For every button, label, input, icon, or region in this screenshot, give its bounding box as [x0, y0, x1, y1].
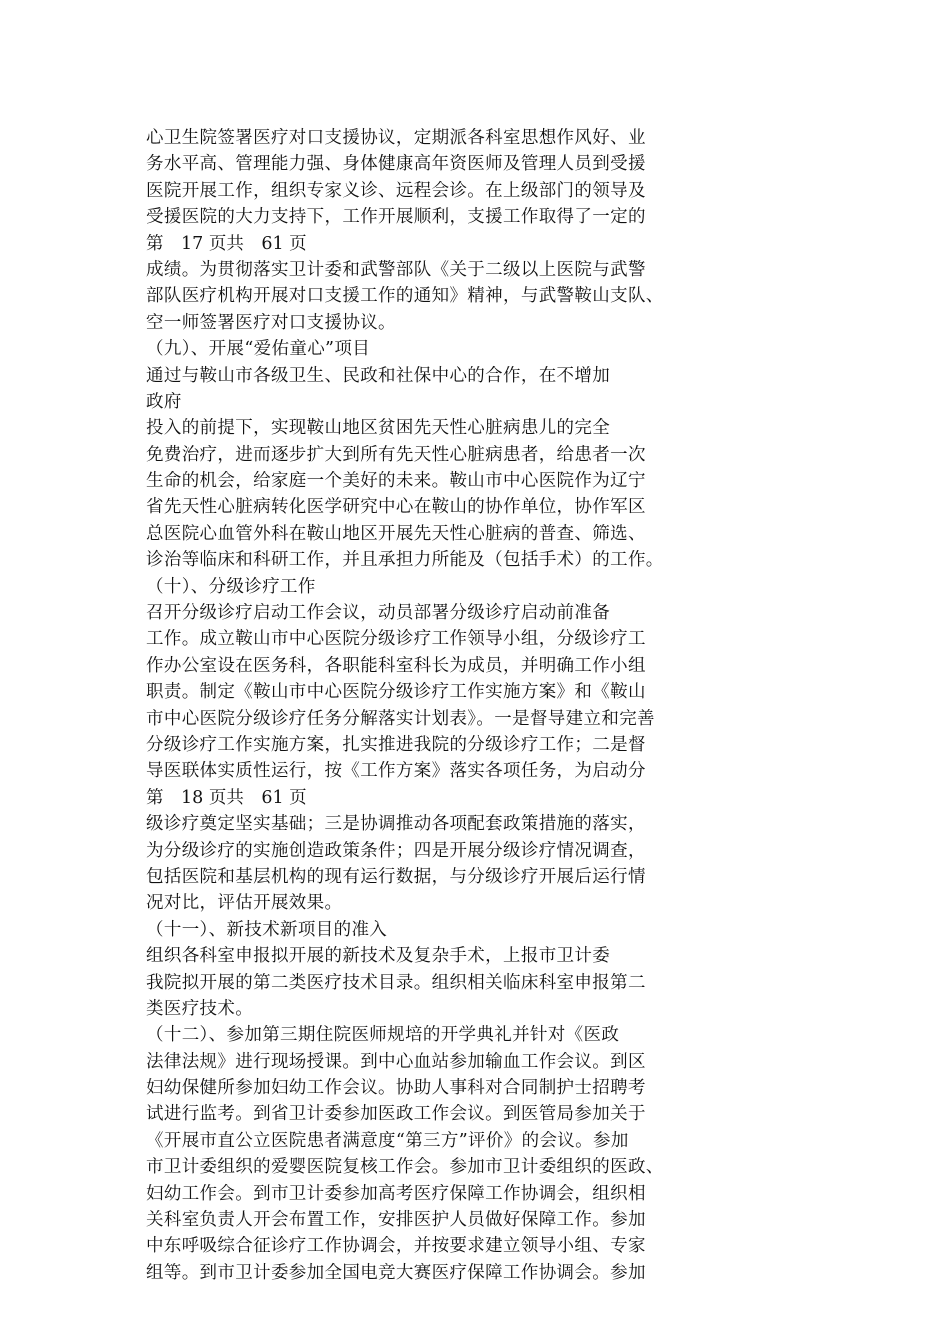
- text-line: 免费治疗，进而逐步扩大到所有先天性心脏病患者，给患者一次: [146, 444, 646, 465]
- text-line: 法律法规》进行现场授课。到中心血站参加输血工作会议。到区: [146, 1051, 646, 1072]
- text-line: 召开分级诊疗启动工作会议，动员部署分级诊疗启动前准备: [146, 603, 611, 624]
- text-line: 市卫计委组织的爱婴医院复核工作会。参加市卫计委组织的医政、: [146, 1157, 664, 1178]
- page-number: 第 17 页共 61 页: [146, 233, 307, 254]
- document-page: [146, 125, 706, 1286]
- text-line: 为分级诊疗的实施创造政策条件；四是开展分级诊疗情况调查，: [146, 840, 646, 861]
- text-line: 投入的前提下，实现鞍山地区贫困先天性心脏病患儿的完全: [146, 418, 611, 439]
- text-line: 包括医院和基层机构的现有运行数据，与分级诊疗开展后运行情: [146, 866, 646, 887]
- text-line: 我院拟开展的第二类医疗技术目录。组织相关临床科室申报第二: [146, 972, 646, 993]
- text-line: 诊治等临床和科研工作，并且承担力所能及（包括手术）的工作。: [146, 550, 664, 571]
- text-line: 试进行监考。到省卫计委参加医政工作会议。到医管局参加关于: [146, 1104, 646, 1125]
- text-line: 组等。到市卫计委参加全国电竞大赛医疗保障工作协调会。参加: [146, 1262, 646, 1283]
- text-line: 况对比，评估开展效果。: [146, 893, 343, 914]
- text-line: 导医联体实质性运行，按《工作方案》落实各项任务，为启动分: [146, 761, 646, 782]
- text-line: 分级诊疗工作实施方案，扎实推进我院的分级诊疗工作；二是督: [146, 734, 646, 755]
- text-line: 空一师签署医疗对口支援协议。: [146, 312, 396, 333]
- text-line: 组织各科室申报拟开展的新技术及复杂手术，上报市卫计委: [146, 946, 611, 967]
- text-line: 医院开展工作，组织专家义诊、远程会诊。在上级部门的领导及: [146, 180, 646, 201]
- section-heading: （十二）、参加第三期住院医师规培的开学典礼并针对《医政: [146, 1025, 620, 1046]
- text-line: 总医院心血管外科在鞍山地区开展先天性心脏病的普查、筛选、: [146, 523, 646, 544]
- text-line: 部队医疗机构开展对口支援工作的通知》精神，与武警鞍山支队、: [146, 286, 664, 307]
- text-line: 政府: [146, 391, 182, 412]
- text-line: 省先天性心脏病转化医学研究中心在鞍山的协作单位，协作军区: [146, 497, 646, 518]
- text-line: 通过与鞍山市各级卫生、民政和社保中心的合作，在不增加: [146, 365, 611, 386]
- text-line: 《开展市直公立医院患者满意度“第三方”评价》的会议。参加: [146, 1130, 629, 1151]
- text-line: 作办公室设在医务科，各职能科室科长为成员，并明确工作小组: [146, 655, 646, 676]
- text-line: 类医疗技术。: [146, 998, 254, 1019]
- text-line: 妇幼保健所参加妇幼工作会议。协助人事科对合同制护士招聘考: [146, 1078, 646, 1099]
- text-line: 级诊疗奠定坚实基础；三是协调推动各项配套政策措施的落实，: [146, 814, 646, 835]
- text-line: 关科室负责人开会布置工作，安排医护人员做好保障工作。参加: [146, 1210, 646, 1231]
- text-line: 受援医院的大力支持下，工作开展顺利，支援工作取得了一定的: [146, 207, 646, 228]
- section-heading: （十）、分级诊疗工作: [146, 576, 316, 597]
- text-line: 中东呼吸综合征诊疗工作协调会，并按要求建立领导小组、专家: [146, 1236, 646, 1257]
- text-line: 工作。成立鞍山市中心医院分级诊疗工作领导小组，分级诊疗工: [146, 629, 646, 650]
- page-number: 第 18 页共 61 页: [146, 787, 307, 808]
- text-line: 务水平高、管理能力强、身体健康高年资医师及管理人员到受援: [146, 154, 646, 175]
- text-line: 心卫生院签署医疗对口支援协议，定期派各科室思想作风好、业: [146, 128, 646, 148]
- text-line: 妇幼工作会。到市卫计委参加高考医疗保障工作协调会，组织相: [146, 1183, 646, 1204]
- text-line: 职责。制定《鞍山市中心医院分级诊疗工作实施方案》和《鞍山: [146, 682, 646, 703]
- text-line: 生命的机会，给家庭一个美好的未来。鞍山市中心医院作为辽宁: [146, 471, 646, 492]
- text-line: 市中心医院分级诊疗任务分解落实计划表》。一是督导建立和完善: [146, 708, 655, 729]
- section-heading: （九）、开展“爱佑童心”项目: [146, 339, 371, 360]
- text-line: 成绩。为贯彻落实卫计委和武警部队《关于二级以上医院与武警: [146, 259, 646, 280]
- section-heading: （十一）、新技术新项目的准入: [146, 919, 388, 940]
